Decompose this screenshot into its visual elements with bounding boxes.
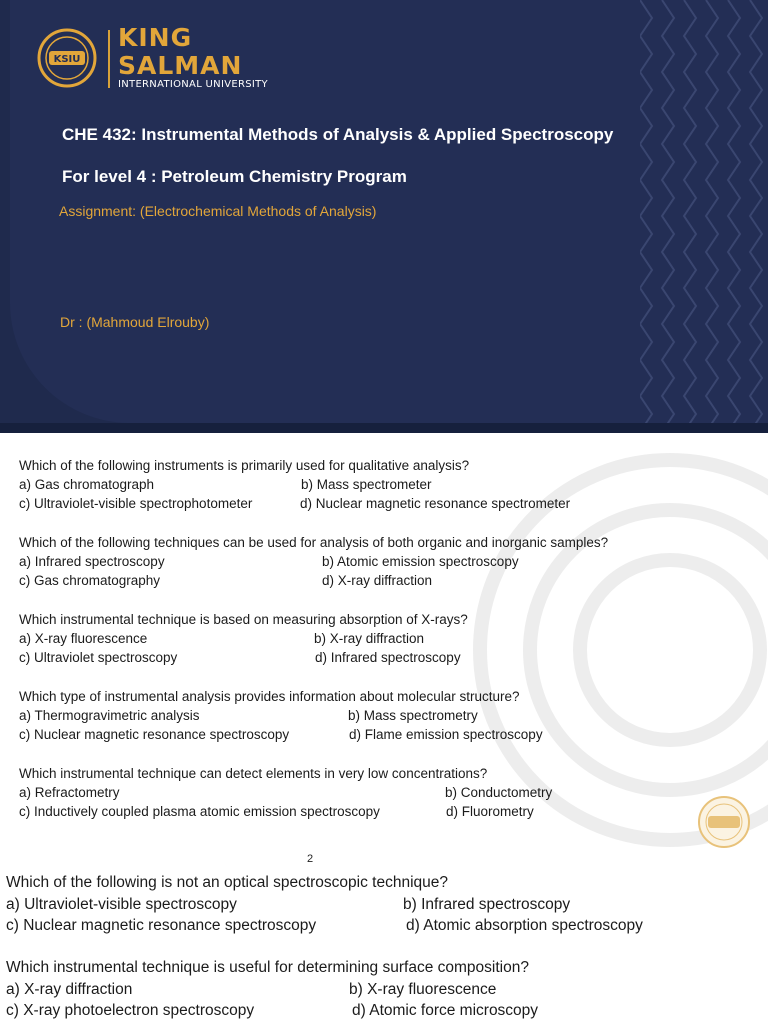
question-5-option-d: d) Fluorometry (446, 804, 534, 819)
question-2-option-d: d) X-ray diffraction (322, 573, 433, 588)
question-3-option-a: a) X-ray fluorescence (19, 631, 148, 646)
question-5-text: Which instrumental technique can detect elements in very low concentrations? (19, 766, 488, 781)
cover-bottom-band (0, 423, 768, 433)
question-5-option-b: b) Conductometry (445, 785, 553, 800)
question-6-option-d: d) Atomic absorption spectroscopy (406, 917, 643, 934)
logo-badge-text: KSIU (53, 54, 81, 65)
level-title: For level 4 : Petroleum Chemistry Program (62, 167, 407, 186)
question-7-text: Which instrumental technique is useful for determining surface composition? (6, 959, 529, 976)
question-3-text: Which instrumental technique is based on measuring absorption of X-rays? (19, 612, 468, 627)
question-4-option-d: d) Flame emission spectroscopy (349, 727, 543, 742)
question-1-option-a: a) Gas chromatograph (19, 477, 155, 492)
page-number: 2 (307, 853, 314, 865)
question-4-option-a: a) Thermogravimetric analysis (19, 708, 200, 723)
question-5-option-a: a) Refractometry (19, 785, 120, 800)
question-6-option-c: c) Nuclear magnetic resonance spectroscopy (6, 917, 317, 934)
question-2-option-b: b) Atomic emission spectroscopy (322, 554, 519, 569)
ksiu-seal-icon (37, 28, 97, 88)
logo-line-intl: INTERNATIONAL UNIVERSITY (118, 79, 268, 90)
logo-line-salman: SALMAN (118, 51, 243, 80)
logo-divider (108, 30, 110, 88)
assignment-title: Assignment: (Electrochemical Methods of Analysis) (59, 203, 377, 219)
question-7-option-b: b) X-ray fluorescence (349, 981, 497, 998)
question-3-option-d: d) Infrared spectroscopy (315, 650, 461, 665)
question-7-option-d: d) Atomic force microscopy (352, 1002, 539, 1019)
course-title: CHE 432: Instrumental Methods of Analysis & Applied Spectroscopy (62, 125, 614, 144)
question-3-option-c: c) Ultraviolet spectroscopy (19, 650, 178, 665)
question-5-option-c: c) Inductively coupled plasma atomic emission spectroscopy (19, 804, 380, 819)
doctor-name: Dr : (Mahmoud Elrouby) (60, 314, 210, 330)
question-1-option-c: c) Ultraviolet-visible spectrophotometer (19, 496, 253, 511)
question-1-option-b: b) Mass spectrometer (301, 477, 432, 492)
question-6-text: Which of the following is not an optical spectroscopic technique? (6, 874, 448, 891)
question-2-option-c: c) Gas chromatography (19, 573, 161, 588)
question-4-option-b: b) Mass spectrometry (348, 708, 478, 723)
question-6-option-b: b) Infrared spectroscopy (403, 896, 571, 913)
logo-line-king: KING (118, 23, 193, 52)
question-3-option-b: b) X-ray diffraction (314, 631, 425, 646)
cover-banner (0, 0, 768, 433)
question-2-text: Which of the following techniques can be used for analysis of both organic and inorganic samples? (19, 535, 609, 550)
question-1-option-d: d) Nuclear magnetic resonance spectrometer (300, 496, 571, 511)
question-7-option-a: a) X-ray diffraction (6, 981, 133, 998)
ksiu-page-seal-icon (697, 795, 751, 849)
question-4-text: Which type of instrumental analysis provides information about molecular structure? (19, 689, 520, 704)
question-7-option-c: c) X-ray photoelectron spectroscopy (6, 1002, 255, 1019)
question-2-option-a: a) Infrared spectroscopy (19, 554, 165, 569)
question-1-text: Which of the following instruments is primarily used for qualitative analysis? (19, 458, 470, 473)
question-6-option-a: a) Ultraviolet-visible spectroscopy (6, 896, 237, 913)
question-4-option-c: c) Nuclear magnetic resonance spectroscopy (19, 727, 290, 742)
zigzag-pattern (640, 0, 768, 433)
